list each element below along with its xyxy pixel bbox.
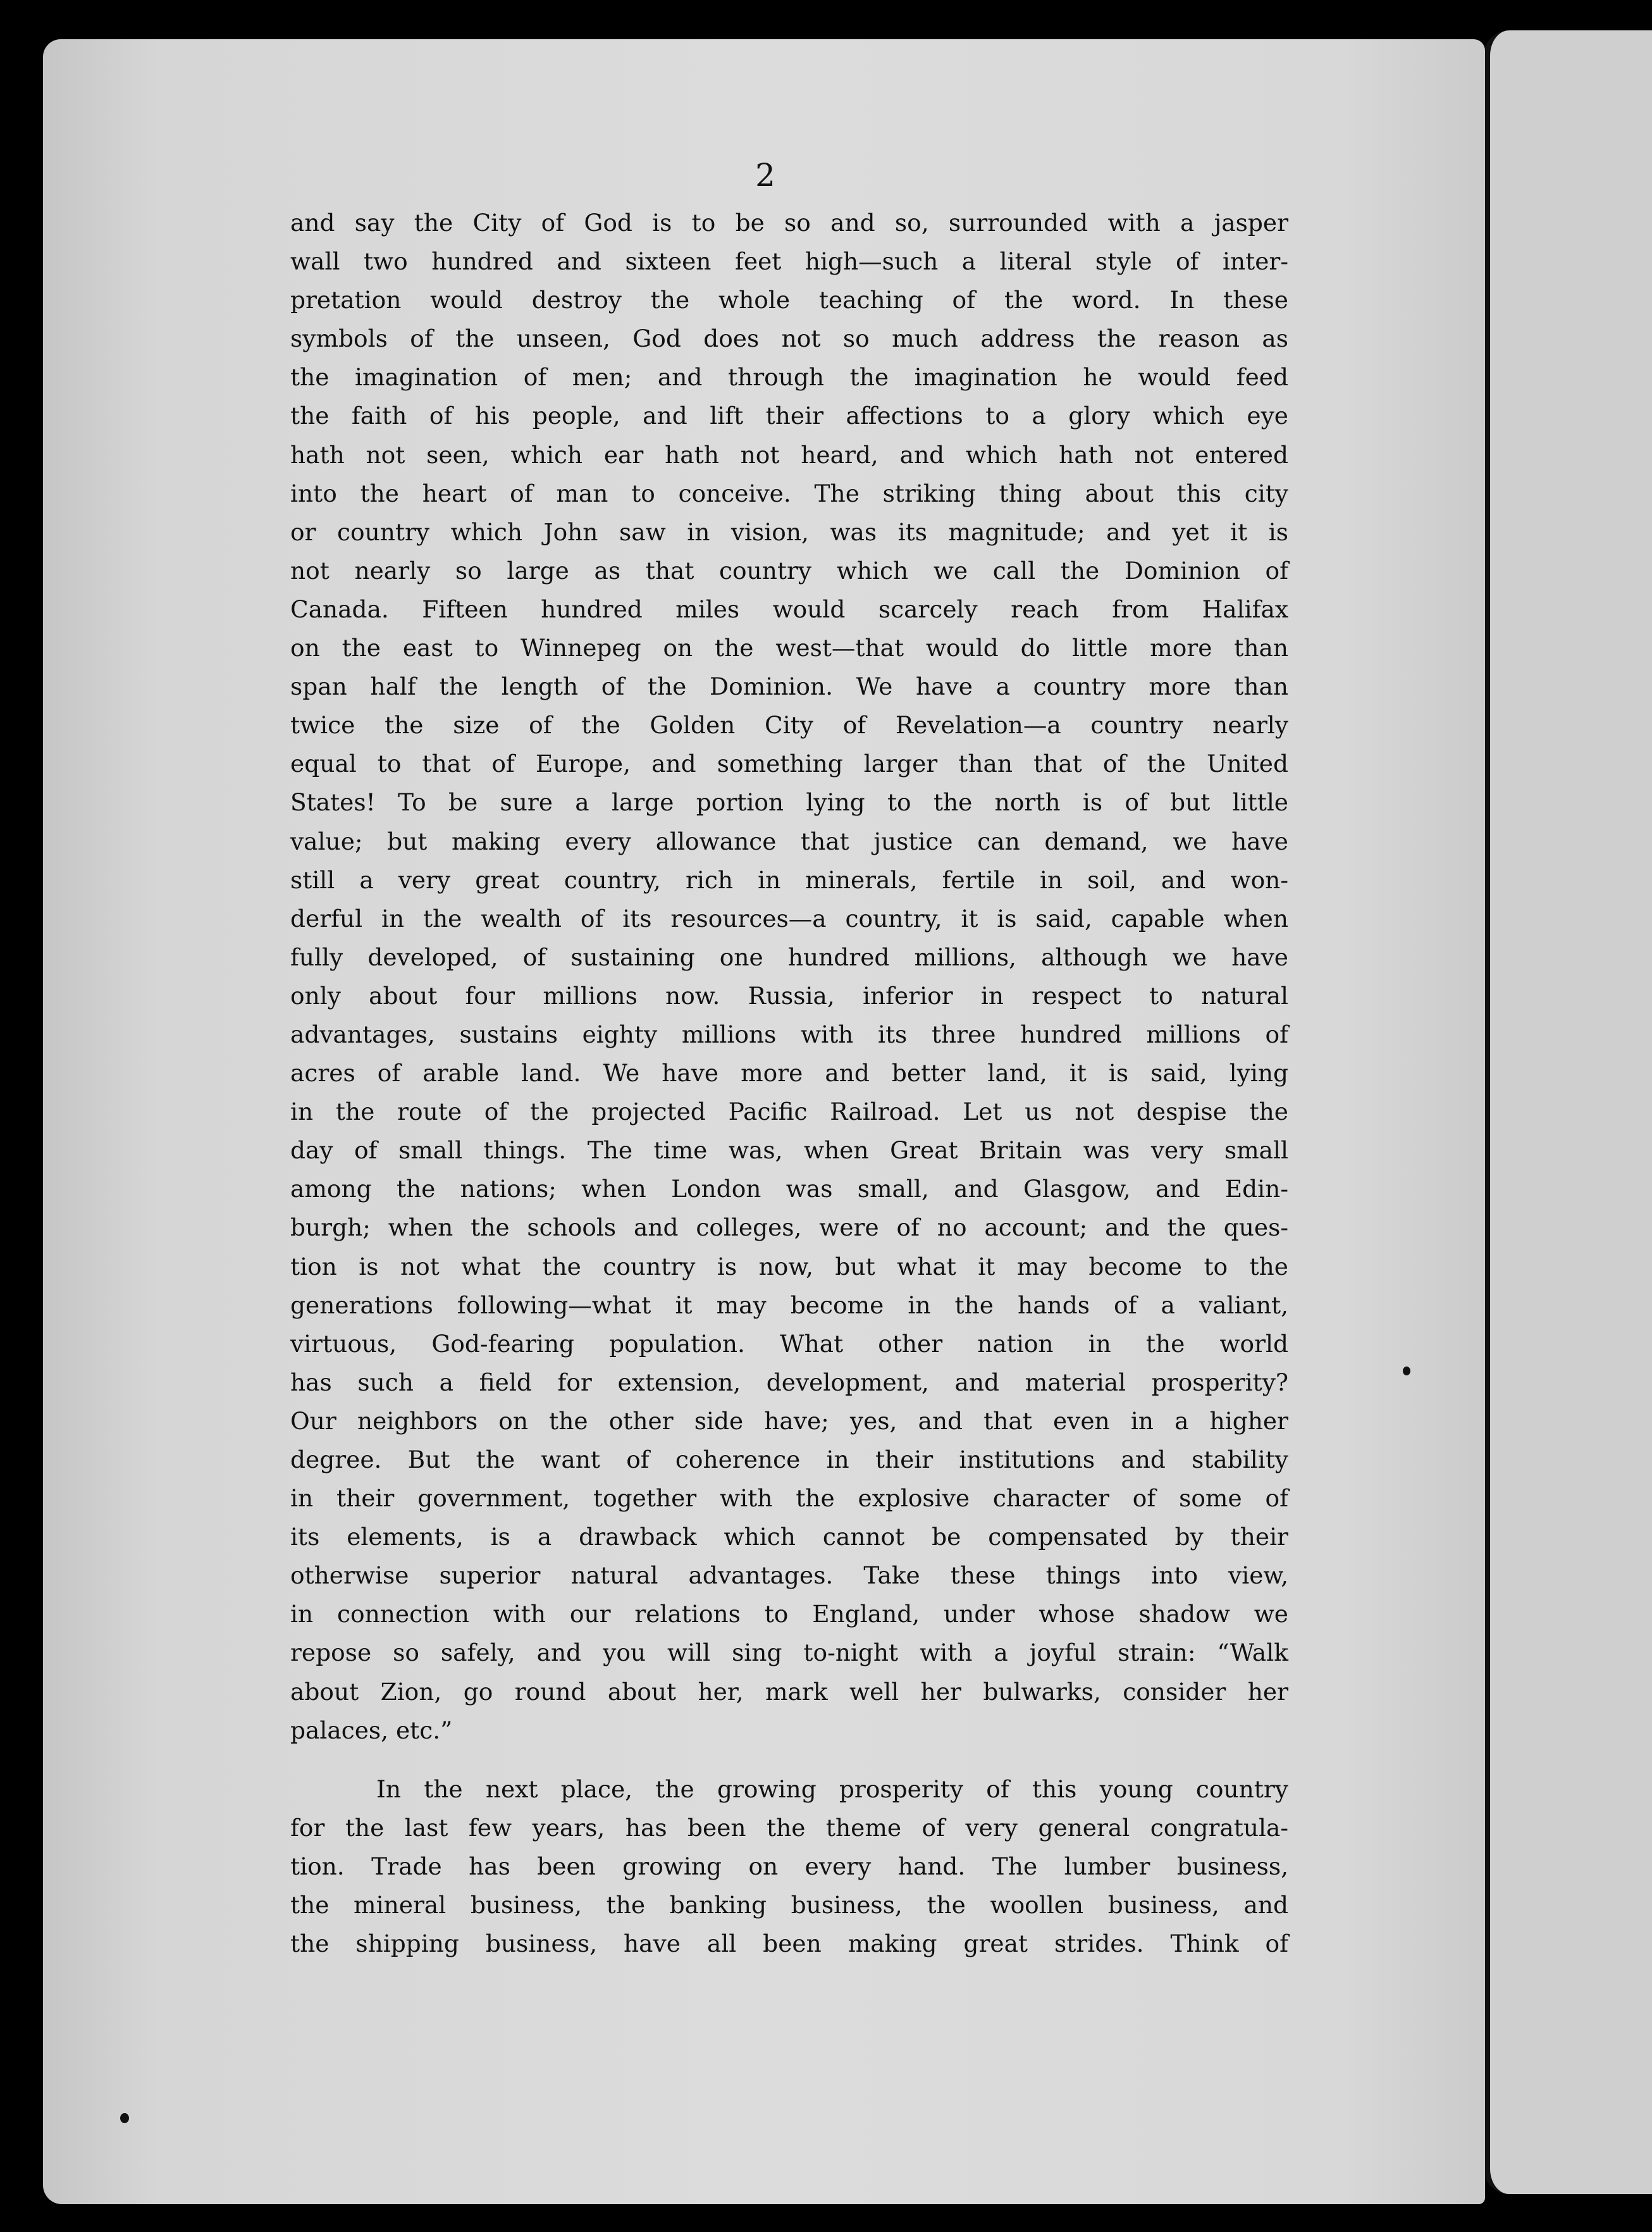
text-line: the imagination of men; and through the imagination he would feed	[290, 363, 1288, 392]
text-line: virtuous, God-fearing population. What other nation in the world	[290, 1329, 1288, 1358]
text-line: only about four millions now. Russia, inferior in respect to natural	[290, 981, 1288, 1010]
text-line: for the last few years, has been the theme of very general congratula-	[290, 1813, 1288, 1842]
text-line: and say the City of God is to be so and so, surrounded with a jasper	[290, 209, 1288, 237]
text-line: palaces, etc.”	[290, 1716, 453, 1744]
text-line: the shipping business, have all been making great strides. Think of	[290, 1930, 1288, 1958]
page-number: 2	[755, 157, 775, 194]
adjacent-page-edge	[1484, 30, 1652, 2194]
text-line: in their government, together with the explosive character of some of	[290, 1484, 1288, 1513]
text-line: the mineral business, the banking business, the woollen business, and	[290, 1891, 1288, 1919]
text-line: the faith of his people, and lift their affections to a glory which eye	[290, 402, 1288, 430]
text-line: tion is not what the country is now, but what it may become to the	[290, 1252, 1288, 1280]
text-line: span half the length of the Dominion. We have a country more than	[290, 673, 1288, 701]
text-line: equal to that of Europe, and something larger than that of the United	[290, 750, 1288, 778]
paragraph-2	[290, 1770, 1288, 1963]
ink-speck	[120, 2113, 129, 2123]
text-line: Canada. Fifteen hundred miles would scarcely reach from Halifax	[290, 595, 1288, 623]
text-line: in connection with our relations to England, under whose shadow we	[290, 1600, 1288, 1628]
text-line: degree. But the want of coherence in their institutions and stability	[290, 1446, 1288, 1473]
text-line: in the route of the projected Pacific Railroad. Let us not despise the	[290, 1098, 1288, 1126]
text-line: repose so safely, and you will sing to-night with a joyful strain: “Walk	[290, 1639, 1288, 1667]
text-line: or country which John saw in vision, was its magnitude; and yet it is	[290, 518, 1288, 546]
text-line: wall two hundred and sixteen feet high—such a literal style of inter-	[290, 247, 1288, 276]
text-line: tion. Trade has been growing on every hand. The lumber business,	[290, 1852, 1288, 1880]
ink-speck	[1403, 1367, 1410, 1375]
text-line: into the heart of man to conceive. The striking thing about this city	[290, 479, 1288, 507]
text-line: its elements, is a drawback which cannot be compensated by their	[290, 1523, 1288, 1551]
text-line: twice the size of the Golden City of Revelation—a country nearly	[290, 711, 1288, 740]
text-line: In the next place, the growing prosperity of this young country	[376, 1775, 1288, 1803]
text-line: not nearly so large as that country which we call the Dominion of	[290, 556, 1288, 585]
text-line: still a very great country, rich in minerals, fertile in soil, and won-	[290, 865, 1288, 894]
text-line: fully developed, of sustaining one hundred millions, although we have	[290, 943, 1288, 971]
text-line: pretation would destroy the whole teaching of the word. In these	[290, 286, 1288, 314]
text-line: hath not seen, which ear hath not heard, and which hath not entered	[290, 440, 1288, 469]
text-line: burgh; when the schools and colleges, were of no account; and the ques-	[290, 1213, 1288, 1242]
text-line: acres of arable land. We have more and better land, it is said, lying	[290, 1059, 1288, 1088]
paragraph-1	[290, 204, 1288, 1750]
text-line: States! To be sure a large portion lying to the north is of but little	[290, 788, 1288, 817]
text-line: about Zion, go round about her, mark well her bulwarks, consider her	[290, 1677, 1288, 1706]
text-line: symbols of the unseen, God does not so much address the reason as	[290, 325, 1288, 353]
text-line: advantages, sustains eighty millions with its three hundred millions of	[290, 1020, 1288, 1048]
text-line: Our neighbors on the other side have; yes, and that even in a higher	[290, 1406, 1288, 1435]
text-line: otherwise superior natural advantages. Take these things into view,	[290, 1561, 1288, 1590]
text-line: value; but making every allowance that justice can demand, we have	[290, 827, 1288, 855]
text-line: on the east to Winnepeg on the west—that would do little more than	[290, 634, 1288, 662]
body-text	[290, 204, 1288, 1963]
paragraph-gap	[290, 1750, 1288, 1770]
text-line: among the nations; when London was small, and Glasgow, and Edin-	[290, 1175, 1288, 1203]
text-line: generations following—what it may become in the hands of a valiant,	[290, 1291, 1288, 1319]
text-line: derful in the wealth of its resources—a country, it is said, capable when	[290, 904, 1288, 933]
text-line: day of small things. The time was, when Great Britain was very small	[290, 1136, 1288, 1165]
text-line: has such a field for extension, development, and material prosperity?	[290, 1368, 1288, 1396]
